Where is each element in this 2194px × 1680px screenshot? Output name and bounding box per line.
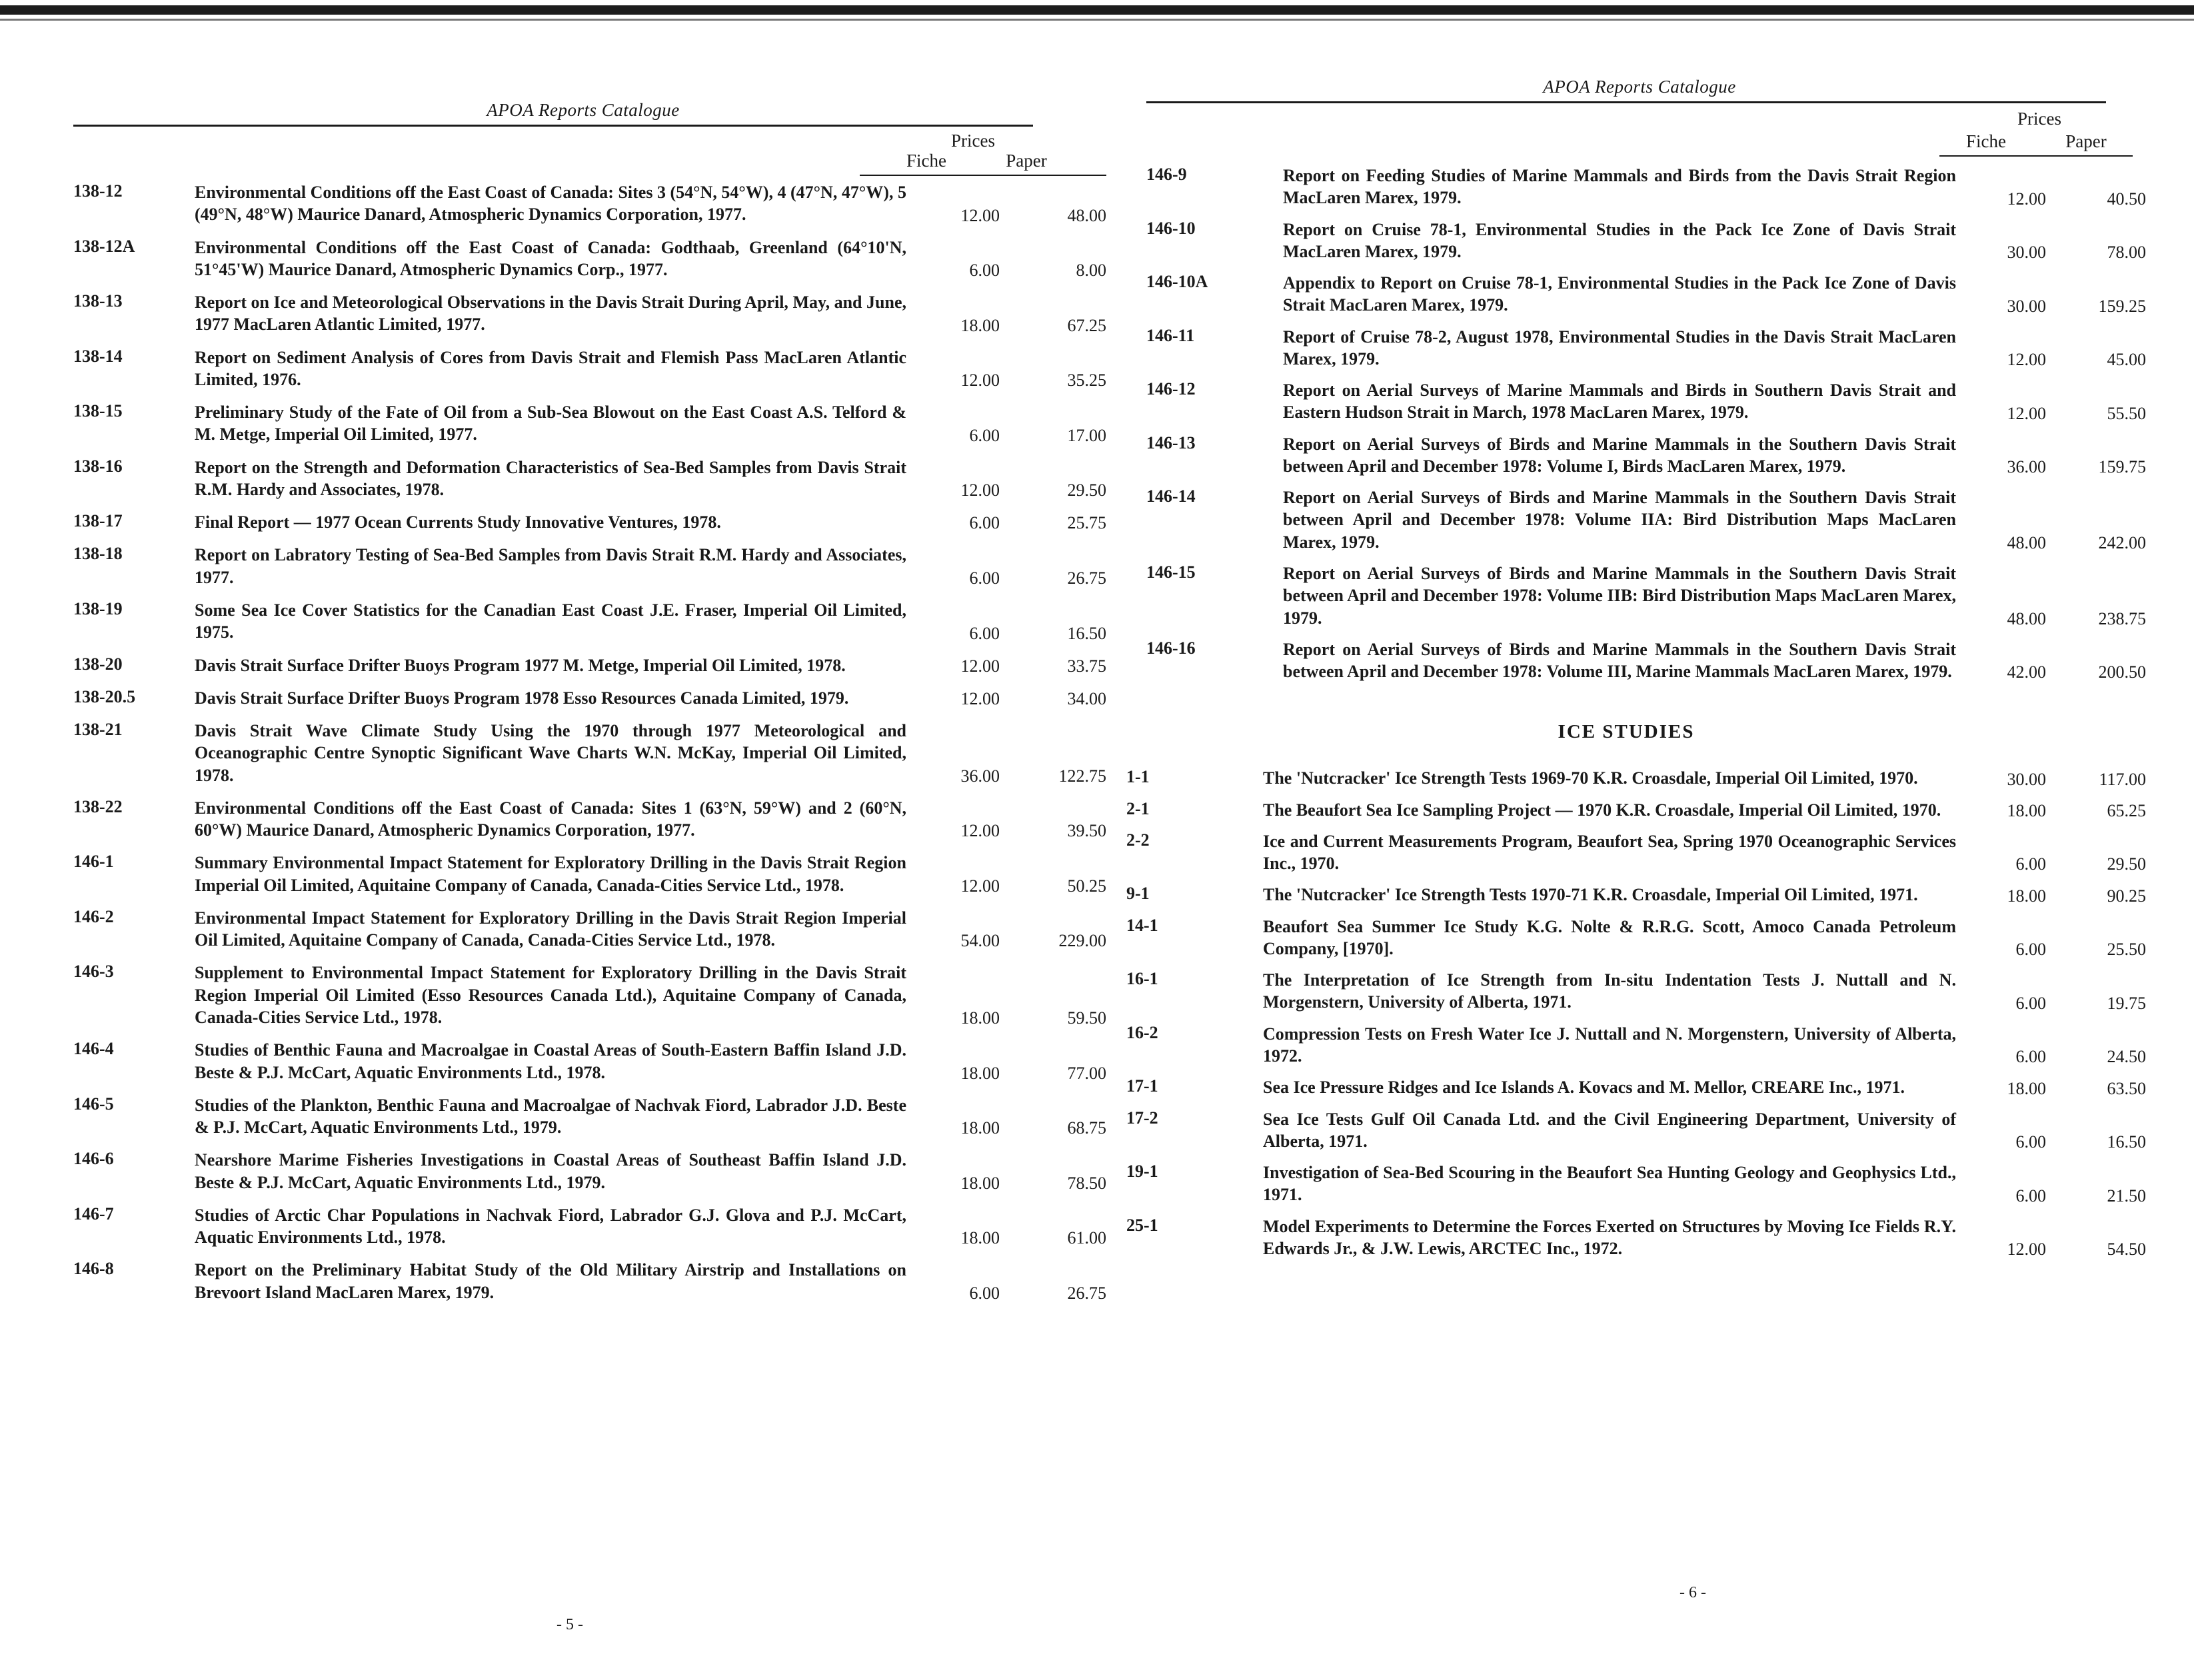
entry-code: 138-19 [73,598,123,618]
entry-title: Investigation of Sea-Bed Scouring in the Beaufort Sea Hunting Geology and Geophysics Ltd., 1971. [1263,1163,1956,1205]
entry-title: The Beaufort Sea Ice Sampling Project — 1970 K.R. Croasdale, Imperial Oil Limited, 1970. [1263,800,1941,820]
paper-price: 35.25 [1067,371,1106,391]
fiche-price: 30.00 [2007,769,2046,789]
paper-price: 78.00 [2107,243,2146,263]
fiche-price: 36.00 [2007,457,2046,477]
prices-label: Prices [2017,109,2061,129]
catalogue-entry [1146,486,2146,553]
entry-title: The 'Nutcracker' Ice Strength Tests 1969-70 K.R. Croasdale, Imperial Oil Limited, 1970. [1263,768,1918,788]
entry-title: The 'Nutcracker' Ice Strength Tests 1970-71 K.R. Croasdale, Imperial Oil Limited, 1971. [1263,885,1918,905]
entry-code: 138-20 [73,654,123,674]
fiche-price: 48.00 [2007,608,2046,628]
entry-title: Summary Environmental Impact Statement for Exploratory Drilling in the Davis Strait Region Imperial Oil Limited, Aquitaine Company of Canada, Canada-Cities Service Ltd., 1978. [195,853,906,895]
prices-column-header [1146,103,2106,150]
catalogue-entry [73,906,1106,952]
paper-price: 25.50 [2107,940,2146,960]
entry-code: 17-1 [1126,1076,1158,1096]
catalogue-entry [1126,969,2146,1014]
paper-price: 48.00 [1067,205,1106,225]
fiche-price: 12.00 [2007,403,2046,423]
paper-price: 33.75 [1067,656,1106,676]
fiche-price: 6.00 [969,568,1000,588]
catalogue-entry [73,598,1106,644]
entry-code: 138-13 [73,291,123,311]
entry-code: 146-9 [1146,165,1187,184]
paper-price: 24.50 [2107,1047,2146,1067]
paper-price: 40.50 [2107,189,2146,209]
catalogue-entry [1126,1162,2146,1206]
entry-title: Report on Cruise 78-1, Environmental Studies in the Pack Ice Zone of Davis Strait MacLaren Marex, 1979. [1283,219,1956,261]
paper-price: 26.75 [1067,568,1106,588]
entry-title: Sea Ice Tests Gulf Oil Canada Ltd. and the Civil Engineering Department, University of Alberta, 1971. [1263,1109,1956,1151]
paper-price: 54.50 [2107,1240,2146,1260]
catalogue-entry [73,1204,1106,1249]
catalogue-entry [73,1149,1106,1194]
paper-price: 45.00 [2107,350,2146,370]
entry-title: Environmental Conditions off the East Coast of Canada: Sites 1 (63°N, 59°W) and 2 (60°N, 60°W) Maurice Danard, Atmospheric Dynamics Corporation, 1977. [195,798,906,840]
entry-code: 146-5 [73,1094,114,1114]
fiche-price: 18.00 [960,1173,1000,1193]
paper-price: 29.50 [1067,480,1106,500]
paper-price: 59.50 [1067,1008,1106,1028]
paper-price: 117.00 [2099,769,2146,789]
entry-code: 146-15 [1146,562,1196,582]
catalogue-entry [1146,272,2146,317]
fiche-price: 6.00 [969,1283,1000,1303]
page-number: - 5 - [556,1616,583,1633]
prices-column-header [73,127,1047,171]
catalogue-entry [1126,884,2146,906]
entry-title: Compression Tests on Fresh Water Ice J. Nuttall and N. Morgenstern, University of Alberta, 1972. [1263,1024,1956,1066]
paper-price: 229.00 [1058,931,1106,951]
entry-code: 138-21 [73,720,123,740]
catalogue-entry [1146,638,2146,683]
catalogue-entry [73,852,1106,896]
entry-title: Report on Feeding Studies of Marine Mammals and Birds from the Davis Strait Region MacLaren Marex, 1979. [1283,166,1956,208]
fiche-price: 6.00 [2015,1047,2046,1067]
catalogue-entry [73,796,1106,842]
catalogue-entry [73,236,1106,281]
entry-title: Supplement to Environmental Impact Statement for Exploratory Drilling in the Davis Strait Region Imperial Oil Limited (Esso Resources Canada Ltd.), Aquitaine Company of Canada, Canada-Cities Service Ltd., 1978. [195,963,906,1027]
fiche-price: 12.00 [960,656,1000,676]
fiche-price: 6.00 [2015,993,2046,1013]
scan-top-border-thin [0,19,2194,21]
entry-title: Environmental Impact Statement for Exploratory Drilling in the Davis Strait Region Imperial Oil Limited, Aquitaine Company of Canada, Canada-Cities Service Ltd., 1978. [195,908,906,950]
fiche-label: Fiche [906,151,946,171]
paper-price: 77.00 [1067,1063,1106,1083]
fiche-price: 12.00 [2007,1240,2046,1260]
catalogue-entry [73,962,1106,1028]
fiche-price: 6.00 [2015,1132,2046,1152]
catalogue-entry [73,511,1106,533]
paper-price: 50.25 [1067,876,1106,896]
paper-price: 242.00 [2098,532,2146,552]
catalogue-entry [73,1259,1106,1303]
entry-code: 138-22 [73,796,123,816]
entry-title: Sea Ice Pressure Ridges and Ice Islands A. Kovacs and M. Mellor, CREARE Inc., 1971. [1263,1078,1905,1098]
catalogue-entry [1126,1022,2146,1068]
entry-title: Davis Strait Surface Drifter Buoys Program 1978 Esso Resources Canada Limited, 1979. [195,688,849,708]
catalogue-entry [73,720,1106,786]
entry-code: 9-1 [1126,884,1150,904]
entry-title: Report on the Preliminary Habitat Study of the Old Military Airstrip and Installations on Brevoort Island MacLaren Marex, 1979. [195,1260,906,1302]
entry-code: 146-12 [1146,379,1196,399]
fiche-price: 18.00 [960,1118,1000,1138]
entry-code: 138-14 [73,346,123,366]
entry-title: Environmental Conditions off the East Coast of Canada: Sites 3 (54°N, 54°W), 4 (47°N, 47°W), 5 (49°N, 48°W) Maurice Danard, Atmospheric Dynamics Corporation, 1977. [195,183,906,225]
entry-title: Environmental Conditions off the East Coast of Canada: Godthaab, Greenland (64°10'N, 51°45'W) Maurice Danard, Atmospheric Dynamics Corp., 1977. [195,237,906,279]
fiche-price: 18.00 [960,315,1000,335]
fiche-price: 12.00 [960,371,1000,391]
entry-code: 146-4 [73,1039,114,1059]
fiche-price: 18.00 [960,1228,1000,1248]
entry-code: 16-1 [1126,969,1158,989]
entry-title: Studies of Benthic Fauna and Macroalgae in Coastal Areas of South-Eastern Baffin Island J.D. Beste & P.J. McCart, Aquatic Environments Ltd., 1978. [195,1040,906,1082]
scan-top-border [0,5,2194,15]
catalogue-entry [73,1039,1106,1084]
prices-rule [1939,155,2133,157]
catalogue-entry [1126,1215,2146,1260]
fiche-price: 6.00 [969,261,1000,281]
paper-label: Paper [1006,151,1047,171]
right-page [1126,77,2146,1601]
entry-title: Beaufort Sea Summer Ice Study K.G. Nolte & R.R.G. Scott, Amoco Canada Petroleum Company, [1970]. [1263,916,1956,958]
paper-price: 16.50 [2107,1132,2146,1152]
catalogue-entry [73,456,1106,501]
paper-label: Paper [2065,131,2107,151]
entry-code: 146-6 [73,1149,114,1169]
fiche-price: 18.00 [2007,1078,2046,1098]
catalogue-entry [1126,1108,2146,1153]
paper-price: 25.75 [1067,513,1106,533]
entry-title: Ice and Current Measurements Program, Beaufort Sea, Spring 1970 Oceanographic Services Inc., 1970. [1263,831,1956,874]
right-entry-list [1146,165,2146,682]
catalogue-entry [1146,165,2146,209]
entry-code: 146-16 [1146,638,1196,658]
catalogue-entry [73,686,1106,709]
catalogue-entry [1126,798,2146,821]
catalogue-entry [1126,915,2146,960]
entry-code: 138-18 [73,544,123,564]
catalogue-entry [1146,562,2146,629]
entry-title: Davis Strait Wave Climate Study Using the 1970 through 1977 Meteorological and Oceanographic Centre Synoptic Significant Wave Charts W.N. McKay, Imperial Oil Limited, 1978. [195,721,906,785]
fiche-price: 12.00 [2007,350,2046,370]
fiche-price: 18.00 [2007,886,2046,906]
entry-code: 1-1 [1126,767,1150,787]
entry-code: 138-12 [73,181,123,201]
fiche-price: 54.00 [960,931,1000,951]
paper-price: 159.75 [2098,457,2146,477]
paper-price: 16.50 [1067,623,1106,643]
fiche-price: 6.00 [2015,854,2046,874]
entry-code: 146-10 [1146,218,1196,238]
fiche-price: 12.00 [960,876,1000,896]
paper-price: 55.50 [2107,403,2146,423]
entry-code: 138-17 [73,511,123,531]
entry-code: 146-8 [73,1259,114,1279]
entry-title: Report on Aerial Surveys of Birds and Marine Mammals in the Southern Davis Strait between April and December 1978: Volume IIA: Bird Distribution Maps MacLaren Marex, 1979. [1283,488,1956,552]
entry-title: Some Sea Ice Cover Statistics for the Canadian East Coast J.E. Fraser, Imperial Oil Limited, 1975. [195,600,906,642]
entry-code: 14-1 [1126,915,1158,935]
paper-price: 200.50 [2098,662,2146,682]
prices-rule [860,175,1106,176]
catalogue-entry [73,346,1106,391]
section-heading-ice-studies: ICE STUDIES [1558,721,1695,743]
catalogue-entry [1126,830,2146,875]
fiche-price: 6.00 [2015,1186,2046,1206]
entry-code: 146-1 [73,852,114,872]
ice-studies-list [1126,767,2146,1260]
entry-code: 146-14 [1146,486,1196,506]
catalogue-entry [73,1094,1106,1139]
paper-price: 8.00 [1076,261,1106,281]
fiche-price: 42.00 [2007,662,2046,682]
entry-code: 146-7 [73,1204,114,1224]
entry-code: 2-1 [1126,798,1150,818]
entry-code: 146-13 [1146,432,1196,452]
entry-title: The Interpretation of Ice Strength from In-situ Indentation Tests J. Nuttall and N. Morgenstern, University of Alberta, 1971. [1263,970,1956,1012]
entry-code: 146-2 [73,906,114,926]
entry-code: 2-2 [1126,830,1150,850]
catalogue-entry [73,181,1106,226]
paper-price: 34.00 [1067,689,1106,709]
entry-title: Report on Aerial Surveys of Birds and Marine Mammals in the Southern Davis Strait between April and December 1978: Volume III, Marine Mammals MacLaren Marex, 1979. [1283,639,1956,682]
fiche-price: 30.00 [2007,243,2046,263]
entry-title: Nearshore Marime Fisheries Investigations in Coastal Areas of Southeast Baffin Island J.D. Beste & P.J. McCart, Aquatic Environments Ltd., 1979. [195,1150,906,1192]
fiche-price: 48.00 [2007,532,2046,552]
entry-code: 146-10A [1146,272,1208,292]
paper-price: 90.25 [2107,886,2146,906]
fiche-price: 18.00 [960,1063,1000,1083]
catalogue-entry [1146,432,2146,478]
entry-code: 138-16 [73,456,123,476]
entry-title: Report on Ice and Meteorological Observations in the Davis Strait During April, May, and June, 1977 MacLaren Atlantic Limited, 1977. [195,293,906,335]
left-entry-list [73,181,1106,1303]
paper-price: 238.75 [2098,608,2146,628]
paper-price: 26.75 [1067,1283,1106,1303]
paper-price: 78.50 [1067,1173,1106,1193]
catalogue-entry [1146,379,2146,424]
entry-code: 138-12A [73,236,135,256]
catalogue-entry [73,654,1106,676]
entry-code: 25-1 [1126,1215,1158,1235]
entry-code: 17-2 [1126,1108,1158,1128]
entry-code: 16-2 [1126,1022,1158,1042]
fiche-price: 18.00 [960,1008,1000,1028]
fiche-price: 12.00 [960,205,1000,225]
fiche-price: 6.00 [969,513,1000,533]
paper-price: 17.00 [1067,425,1106,445]
catalogue-entry [1126,1076,2146,1098]
fiche-price: 12.00 [960,689,1000,709]
catalogue-entry [1126,767,2146,789]
paper-price: 63.50 [2107,1078,2146,1098]
fiche-price: 12.00 [960,821,1000,841]
entry-title: Model Experiments to Determine the Forces Exerted on Structures by Moving Ice Fields R.Y. Edwards Jr., & J.W. Lewis, ARCTEC Inc., 1972. [1263,1216,1956,1258]
entry-code: 138-20.5 [73,686,136,706]
entry-title: Report on Labratory Testing of Sea-Bed Samples from Davis Strait R.M. Hardy and Associates, 1977. [195,545,906,587]
paper-price: 159.25 [2098,296,2146,316]
entry-title: Report on Aerial Surveys of Birds and Marine Mammals in the Southern Davis Strait between April and December 1978: Volume I, Birds MacLaren Marex, 1979. [1283,434,1956,476]
entry-title: Studies of Arctic Char Populations in Nachvak Fiord, Labrador G.J. Glova and P.J. McCart, Aquatic Environments Ltd., 1978. [195,1205,906,1248]
entry-title: Appendix to Report on Cruise 78-1, Environmental Studies in the Pack Ice Zone of Davis Strait MacLaren Marex, 1979. [1283,273,1956,315]
entry-code: 146-3 [73,962,114,982]
paper-price: 68.75 [1067,1118,1106,1138]
catalogue-entry [1146,218,2146,263]
entry-title: Davis Strait Surface Drifter Buoys Program 1977 M. Metge, Imperial Oil Limited, 1978. [195,655,846,675]
entry-title: Report on Sediment Analysis of Cores from Davis Strait and Flemish Pass MacLaren Atlantic Limited, 1976. [195,347,906,389]
entry-title: Report of Cruise 78-2, August 1978, Environmental Studies in the Davis Strait MacLaren Marex, 1979. [1283,327,1956,369]
fiche-price: 6.00 [969,425,1000,445]
prices-label: Prices [951,131,995,151]
fiche-price: 6.00 [969,623,1000,643]
entry-title: Preliminary Study of the Fate of Oil from a Sub-Sea Blowout on the East Coast A.S. Telford & M. Metge, Imperial Oil Limited, 1977. [195,403,906,444]
page-number: - 6 - [1679,1584,1706,1601]
paper-price: 19.75 [2107,993,2146,1013]
page-header-title: APOA Reports Catalogue [1543,77,1736,97]
page-header-title: APOA Reports Catalogue [487,100,680,120]
entry-title: Report on the Strength and Deformation Characteristics of Sea-Bed Samples from Davis Strait R.M. Hardy and Associates, 1978. [195,457,906,499]
paper-price: 122.75 [1058,766,1106,786]
catalogue-entry [73,401,1106,446]
entry-title: Studies of the Plankton, Benthic Fauna and Macroalgae of Nachvak Fiord, Labrador J.D. Beste & P.J. McCart, Aquatic Environments Ltd., 1979. [195,1095,906,1138]
entry-title: Report on Aerial Surveys of Marine Mammals and Birds in Southern Davis Strait and Eastern Hudson Strait in March, 1978 MacLaren Marex, 1979. [1283,381,1956,422]
paper-price: 39.50 [1067,821,1106,841]
entry-title: Report on Aerial Surveys of Birds and Marine Mammals in the Southern Davis Strait between April and December 1978: Volume IIB: Bird Distribution Maps MacLaren Marex, 1979. [1283,563,1956,628]
entry-code: 146-11 [1146,325,1195,345]
entry-code: 138-15 [73,401,123,421]
catalogue-entry [73,544,1106,588]
fiche-price: 12.00 [2007,189,2046,209]
paper-price: 61.00 [1067,1228,1106,1248]
catalogue-entry [73,291,1106,336]
paper-price: 65.25 [2107,800,2146,820]
left-page [73,100,1106,1633]
entry-title: Final Report — 1977 Ocean Currents Study Innovative Ventures, 1978. [195,512,721,532]
paper-price: 67.25 [1067,315,1106,335]
fiche-price: 18.00 [2007,800,2046,820]
fiche-price: 12.00 [960,480,1000,500]
entry-code: 19-1 [1126,1162,1158,1182]
fiche-label: Fiche [1966,131,2006,151]
fiche-price: 36.00 [960,766,1000,786]
fiche-price: 6.00 [2015,940,2046,960]
paper-price: 21.50 [2107,1186,2146,1206]
paper-price: 29.50 [2107,854,2146,874]
fiche-price: 30.00 [2007,296,2046,316]
catalogue-entry [1146,325,2146,371]
